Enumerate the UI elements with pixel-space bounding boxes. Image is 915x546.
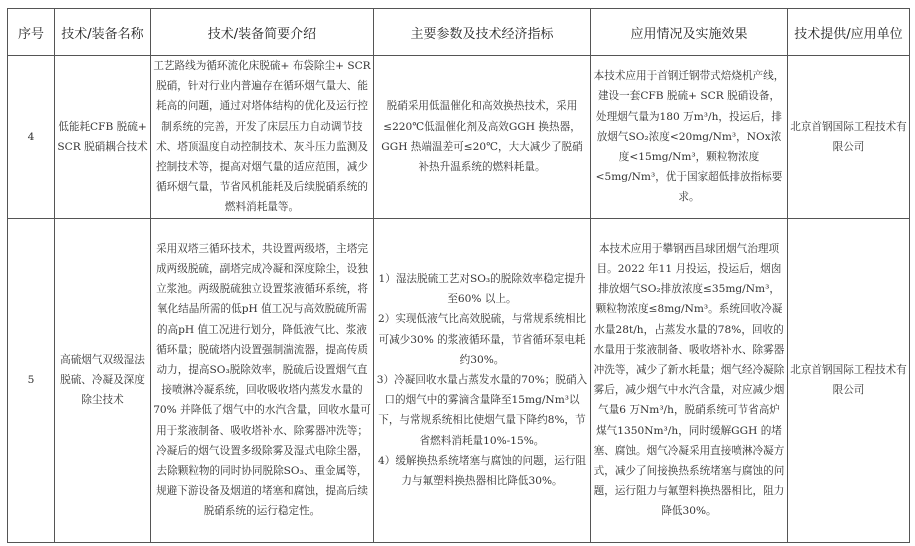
param-item: 3）冷凝回收水量占蒸发水量的70%；脱硝入口的烟气中的雾滴含量降至15mg/Nm³以下，与常规系统相比使烟气量下降约8%，节省燃料消耗量10%-15%。 bbox=[376, 374, 588, 447]
row-tech-name: 高硫烟气双级湿法脱硫、冷凝及深度除尘技术 bbox=[55, 218, 151, 542]
param-item: 1）湿法脱硫工艺对SO₃的脱除效率稳定提升至60% 以上。 bbox=[378, 273, 586, 306]
param-item: 2）实现低液气比高效脱硫，与常规系统相比可减少30% 的浆液循环量，节省循环泵电耗约30%。 bbox=[377, 313, 587, 366]
row-index: 5 bbox=[8, 218, 55, 542]
table-row bbox=[8, 218, 910, 542]
row-tech-intro: 工艺路线为循环流化床脱硫+ 布袋除尘+ SCR 脱硝，针对行业内普遍存在循环烟气量大、能耗高的问题，通过对塔体结构的优化及运行控制系统的完善，开发了床层压力自动调节技术、塔顶温度自动控制技术、灰斗压力监测及控制技术等，提高对烟气量的适应范围，减少循环烟气量，节省风机能耗及后续脱硝系统的燃料消耗量等。 bbox=[151, 56, 374, 219]
row-application: 本技术应用于首钢迁钢带式焙烧机产线，建设一套CFB 脱硫+ SCR 脱硝设备，处理烟气量为180 万m³/h，投运后，排放烟气SO₂浓度<20mg/Nm³，NOx浓度<15mg/Nm³，颗粒物浓度<5mg/Nm³，优于国家超低排放指标要求。 bbox=[591, 56, 788, 219]
table-header-row bbox=[8, 9, 910, 56]
row-unit: 北京首钢国际工程技术有限公司 bbox=[788, 56, 910, 219]
header-params: 主要参数及技术经济指标 bbox=[374, 9, 591, 56]
param-item: 4）缓解换热系统堵塞与腐蚀的问题，运行阻力与氟塑料换热器相比降低30%。 bbox=[377, 454, 587, 488]
row-tech-intro: 采用双塔三循环技术，共设置两级塔，主塔完成两级脱硫，副塔完成冷凝和深度除尘，设独立浆池。两级脱硫独立设置浆液循环系统，将氧化结晶所需的低pH 值工况与高效脱硫所需的高pH 值工况进行划分，降低液气比、浆液循环量；脱硫塔内设置强制湍流器，提高传质动力，提高SO₃脱除效率，脱硫后设置烟气直接喷淋冷凝系统，回收吸收塔内蒸发水量的70% 并降低了烟气中的水汽含量，回收水量可用于浆液制备、吸收塔补水、除雾器冲洗等；冷凝后的烟气设置多级除雾及湿式电除尘器，去除颗粒物的同时协同脱除SO₃、重金属等，规避下游设备及烟道的堵塞和腐蚀，提高后续脱硝系统的运行稳定性。 bbox=[151, 218, 374, 542]
row-tech-name: 低能耗CFB 脱硫+ SCR 脱硝耦合技术 bbox=[55, 56, 151, 219]
header-tech-intro: 技术/装备简要介绍 bbox=[151, 9, 374, 56]
header-application: 应用情况及实施效果 bbox=[591, 9, 788, 56]
header-unit: 技术提供/应用单位 bbox=[788, 9, 910, 56]
row-application: 本技术应用于攀钢西昌球团烟气治理项目。2022 年11 月投运，投运后，烟囱排放烟气SO₂排放浓度≤35mg/Nm³，颗粒物浓度≤8mg/Nm³。系统回收冷凝水量28t/h，占蒸发水量的78%，回收的水量用于浆液制备、吸收塔补水、除雾器冲洗等，减少了新水耗量；烟气经冷凝除雾后，减少烟气中水汽含量，对应减少烟气量6 万Nm³/h，脱硝系统可节省高炉煤气1350Nm³/h，同时缓解GGH 的堵塞、腐蚀。烟气冷凝采用直接喷淋冷凝方式，减少了间接换热系统堵塞与腐蚀的问题，运行阻力与氟塑料换热器相比，阻力降低30%。 bbox=[591, 218, 788, 542]
row-params bbox=[374, 218, 591, 542]
row-params: 脱硝采用低温催化和高效换热技术，采用≤220℃低温催化剂及高效GGH 换热器，GGH 热端温差可≤20℃，大大减少了脱硝补热升温系统的燃料耗量。 bbox=[374, 56, 591, 219]
row-index: 4 bbox=[8, 56, 55, 219]
header-tech-name: 技术/装备名称 bbox=[55, 9, 151, 56]
table-row bbox=[8, 56, 910, 219]
header-index: 序号 bbox=[8, 9, 55, 56]
technology-table bbox=[7, 8, 910, 543]
row-unit: 北京首钢国际工程技术有限公司 bbox=[788, 218, 910, 542]
